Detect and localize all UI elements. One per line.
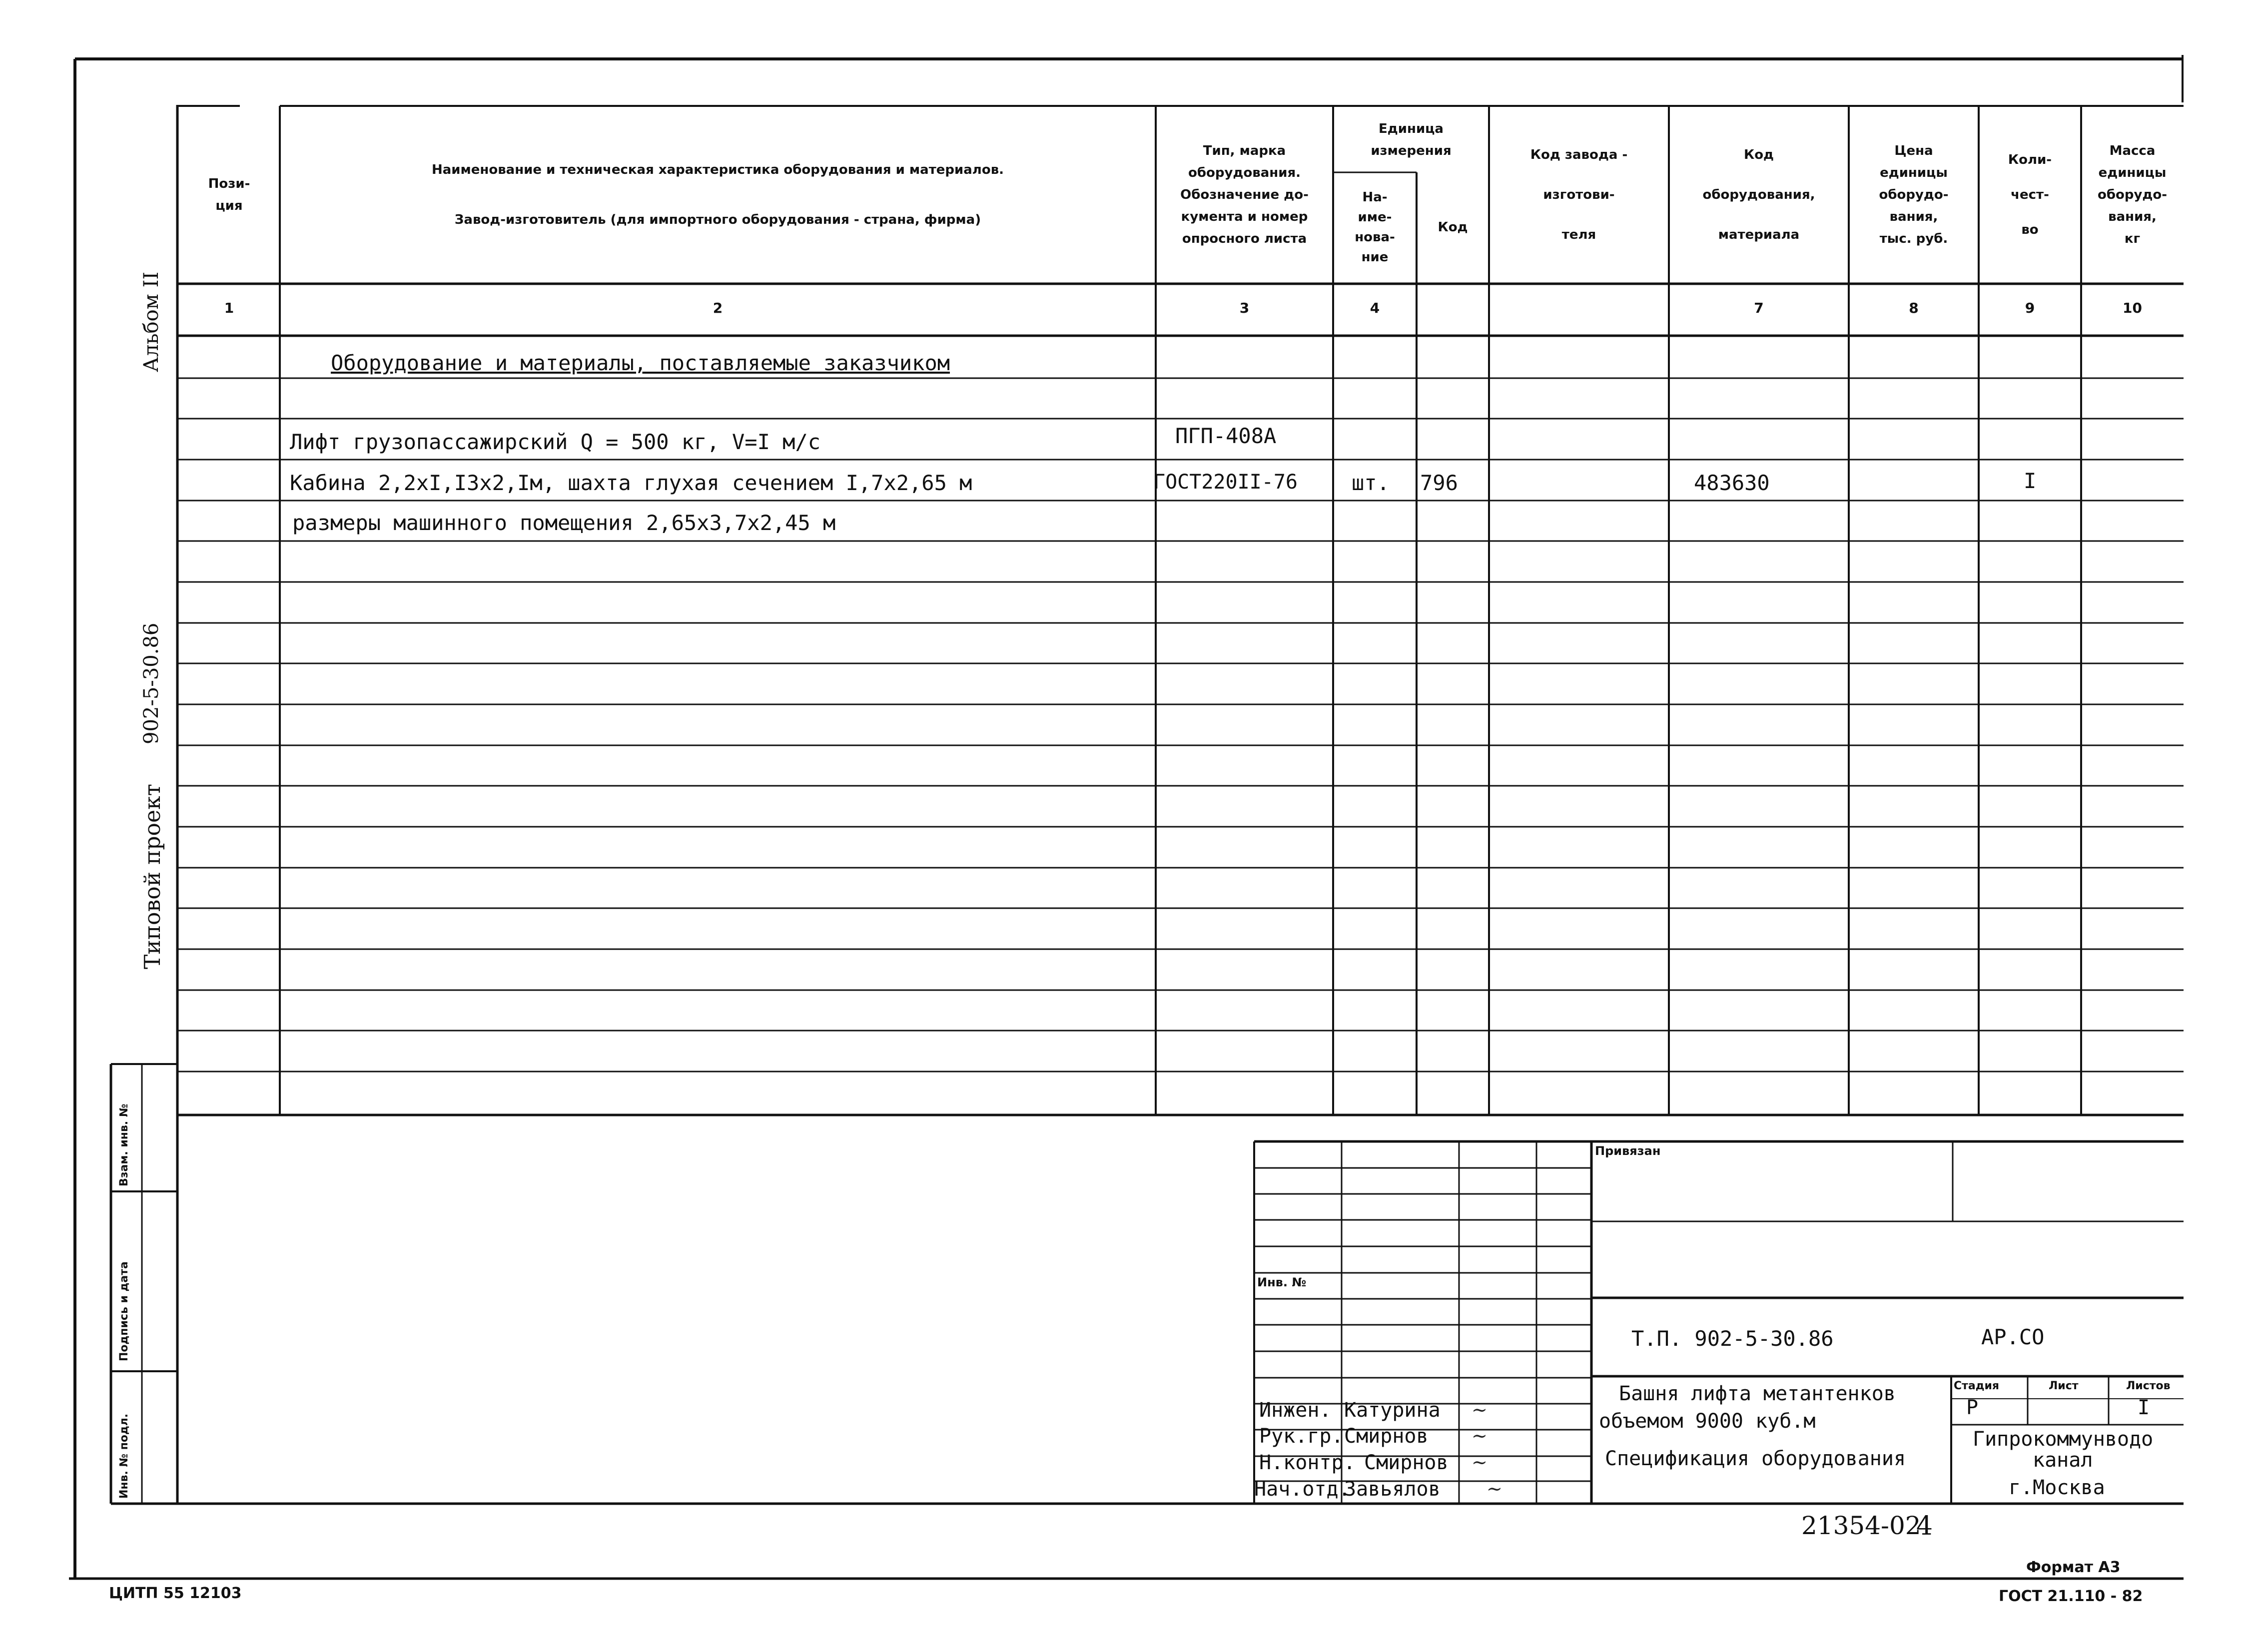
sheets-total-label: Листов [2126, 1380, 2171, 1392]
row-quantity: I [2024, 469, 2037, 493]
row-unit-code: 796 [1420, 471, 1458, 495]
stage-value: Р [1966, 1396, 1979, 1419]
row-name: Кабина 2,2xI,I3x2,Iм, шахта глухая сечением I,7x2,65 м [290, 471, 972, 495]
signer-role: Нач.отд. [1254, 1478, 1351, 1501]
stamp-inv-label: Инв. № подл. [118, 1413, 130, 1499]
col-number: 7 [1754, 300, 1764, 316]
header-type: Тип, марка оборудования. Обозначение до- кумента и номер опросного листа [1180, 143, 1309, 246]
archive-code: ЦИТП 55 12103 [109, 1585, 242, 1602]
header-price: Цена единицы оборудо- вания, тыс. руб. [1879, 143, 1949, 246]
document-code: Т.П. 902-5-30.86 [1631, 1326, 1834, 1351]
sheet-mark: АР.СО [1981, 1325, 2045, 1349]
header-unit-name: На- име- нова- ние [1355, 190, 1395, 265]
sheets-total-value: I [2138, 1396, 2150, 1419]
organization-line-2: канал [2033, 1449, 2093, 1472]
signer-role: Н.контр. [1259, 1451, 1356, 1474]
signer-name: Смирнов [1344, 1425, 1429, 1448]
project-code-label: 902-5-30.86 [140, 622, 163, 744]
sheet-label: Лист [2049, 1380, 2079, 1392]
stage-label: Стадия [1954, 1380, 2000, 1392]
organization-line-1: Гипрокоммунводо [1973, 1428, 2154, 1451]
privyazan-label: Привязан [1595, 1144, 1661, 1158]
project-type-label: Типовой проект [140, 784, 165, 969]
signer-name: Завьялов [1344, 1478, 1441, 1501]
stamp-signature-label: Подпись и дата [118, 1261, 130, 1361]
signer-name: Катурина [1344, 1399, 1441, 1422]
stamp-vzam-label: Взам. инв. № [118, 1103, 130, 1186]
row-unit: шт. [1352, 471, 1390, 495]
col-number: 9 [2025, 300, 2035, 316]
col-number: 2 [713, 300, 723, 316]
header-quantity: Коли- чест- во [2008, 152, 2052, 237]
col-number: 1 [224, 300, 234, 316]
col-number: 4 [1370, 300, 1380, 316]
signature-icon: ~ [1472, 1399, 1488, 1421]
organization-line-3: г.Москва [2009, 1476, 2105, 1499]
signer-name: Смирнов [1364, 1451, 1449, 1474]
col-number: 10 [2123, 300, 2142, 316]
header-name: Наименование и техническая характеристика оборудования и материалов. Завод-изготовитель (для импортного оборудования - страна, фирма) [431, 162, 1004, 227]
header-maker-code: Код завода - изготови- теля [1530, 147, 1628, 242]
col-number: 8 [1909, 300, 1919, 316]
row-type: ГОСТ220II-76 [1153, 471, 1298, 494]
header-unit-group: Единица измерения [1371, 121, 1452, 158]
album-label: Альбом II [140, 271, 163, 372]
title-line-1: Башня лифта метантенков [1619, 1382, 1896, 1405]
signer-role: Инжен. [1259, 1399, 1332, 1422]
gost-label: ГОСТ 21.110 - 82 [1999, 1588, 2143, 1605]
col-number: 3 [1239, 300, 1250, 316]
row-name: размеры машинного помещения 2,65x3,7x2,45 м [292, 511, 836, 535]
format-label: Формат А3 [2026, 1559, 2121, 1576]
inventory-number-label: Инв. № [1257, 1275, 1307, 1289]
header-equipment-code: Код оборудования, материала [1702, 147, 1815, 242]
row-name: Лифт грузопассажирский Q = 500 кг, V=I м/с [290, 430, 821, 454]
row-equipment-code: 483630 [1694, 471, 1770, 495]
signature-icon: ~ [1472, 1425, 1488, 1447]
archive-sheet-number: 4 [1916, 1511, 1933, 1541]
signature-icon: ~ [1472, 1451, 1488, 1473]
title-line-3: Спецификация оборудования [1605, 1447, 1906, 1470]
archive-number: 21354-02 [1801, 1511, 1921, 1540]
signature-icon: ~ [1487, 1478, 1502, 1500]
section-title: Оборудование и материалы, поставляемые заказчиком [331, 351, 950, 375]
title-line-2: объемом 9000 куб.м [1599, 1410, 1816, 1433]
header-unit-code: Код [1438, 220, 1468, 235]
header-position: Пози- ция [208, 176, 250, 213]
row-type: ПГП-408А [1175, 424, 1277, 448]
header-mass: Масса единицы оборудо- вания, кг [2097, 143, 2168, 246]
signer-role: Рук.гр. [1259, 1425, 1344, 1448]
